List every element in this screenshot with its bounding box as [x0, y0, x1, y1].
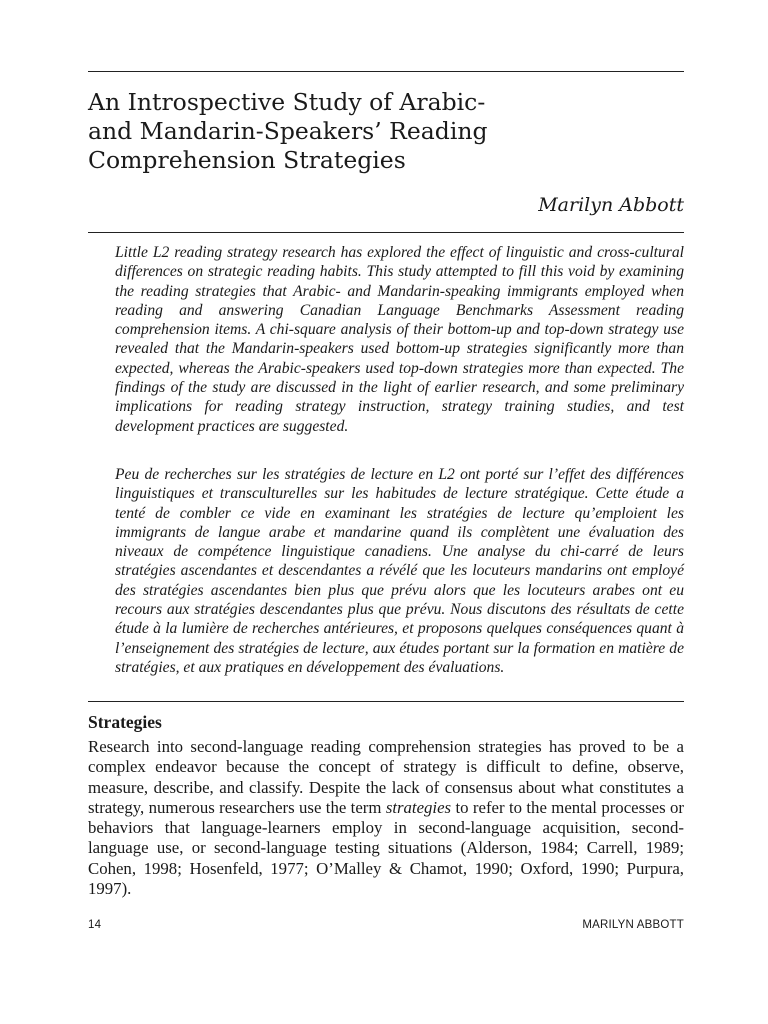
body-italic-term: strategies: [385, 797, 452, 817]
abstract-french: Peu de recherches sur les stratégies de lecture en L2 ont porté sur l’effet des différences linguistiques et transculturelles sur les habitudes de lecture stratégique. Cette étude a tenté de combler ce vide en examinant les stratégies de lecture qu’emploient les immigrants de langue arabe et mandarine quand ils complètent une évaluation des niveaux de compétence linguistique canadiens. Une analyse du chi-carré de leurs stratégies ascendantes et descendantes a révélé que les locuteurs mandarins ont employé des stratégies ascendantes bien plus que prévu alors que les locuteurs arabes ont eu recours aux stratégies descendantes plus que prévu. Nous discutons des résultats de cette étude à la lumière de recherches antérieures, et proposons quelques conséquences quant à l’enseignement des stratégies de lecture, aux études portant sur la formation en matière de stratégies, et aux pratiques en développement des évaluations.: [115, 466, 684, 676]
author-rule: [88, 232, 684, 233]
body-text-end: to refer to the mental processes or behaviors that language-learners employ in second-language acquisition, second-language use, or second-language testing situations (Alderson, 1984; Carrell, 1989; Cohen, 1998; Hosenfeld, 1977; O’Malley & Chamot, 1990; Oxford, 1990; Purpura, 1997).: [88, 797, 684, 899]
running-head: MARILYN ABBOTT: [582, 919, 684, 931]
title-line: and Mandarin-Speakers’ Reading: [88, 117, 488, 145]
title-line: Comprehension Strategies: [88, 146, 406, 174]
article-title: [88, 88, 608, 175]
title-line: An Introspective Study of Arabic-: [88, 88, 486, 116]
top-rule: [88, 71, 684, 72]
page-number: 14: [88, 919, 102, 931]
abstract-rule: [88, 701, 684, 702]
journal-page: [88, 0, 684, 1024]
body-paragraph: [88, 737, 684, 899]
author-name: Marilyn Abbott: [538, 194, 684, 216]
section-heading: Strategies: [88, 712, 162, 732]
abstract-english: Little L2 reading strategy research has explored the effect of linguistic and cross-cultural differences on strategic reading habits. This study attempted to fill this void by examining the reading strategies that Arabic- and Mandarin-speaking immigrants employed when reading and answering Canadian Language Benchmarks Assessment reading comprehension items. A chi-square analysis of their bottom-up and top-down strategy use revealed that the Mandarin-speakers used bottom-up strategies significantly more than expected, whereas the Arabic-speakers used top-down strategies more than expected. The findings of the study are discussed in the light of earlier research, and some preliminary implications for reading strategy instruction, strategy training studies, and test development practices are suggested.: [115, 244, 684, 435]
body-text-start: Research into second-language reading comprehension strategies has proved to be a complex endeavor because the concept of strategy is difficult to define, observe, measure, describe, and classify. Despite the lack of consensus about what constitutes a strategy, numerous researchers use the term: [88, 737, 684, 817]
